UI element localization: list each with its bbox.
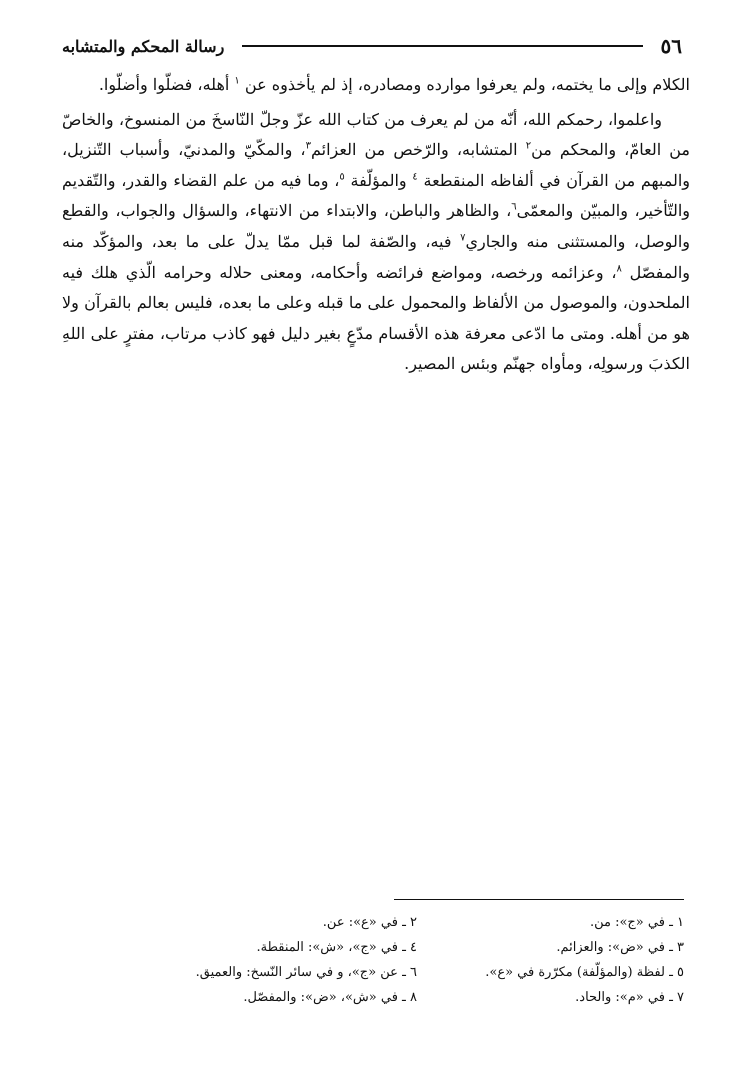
paragraph-2-segment: ، والمكّيّ والمدنيّ، وأسباب التّنزيل، والمبهم من القرآن في ألفاظه المنقطعة xyxy=(62,140,691,190)
footnote-item: ٢ ـ في «ع»: عن. xyxy=(322,915,417,930)
running-title: رسالة المحكم والمتشابه xyxy=(62,36,225,56)
footnote-item: ٨ ـ في «ش»، «ض»: والمفصّل. xyxy=(243,990,417,1005)
paragraph-2 xyxy=(62,105,690,380)
footnote-item: ٦ ـ عن «ج»، و في سائر النّسخ: والعميق. xyxy=(195,965,417,980)
footnote-item: ٣ ـ في «ض»: والعزائم. xyxy=(556,940,684,955)
footnote-marker: ١ xyxy=(234,75,240,87)
footnote-marker: ٢ xyxy=(525,140,532,152)
paragraph-2-segment: والمؤلّفة xyxy=(350,170,407,190)
paragraph-2-segment: ، والظاهر والباطن، والابتداء من الانتهاء، والسؤال والجواب، والقطع والوصل، والمستثنى منه والجاري xyxy=(62,201,690,251)
footnote-marker: ٥ xyxy=(339,171,345,183)
footnote-item: ٥ ـ لفظة (والمؤلّفة) مكرّرة في «ع». xyxy=(485,965,684,980)
paragraph-2-segment: ، وما فيه من علم القضاء والقدر، والتّقديم والتّأخير، والمبيّن والمعمّى xyxy=(62,170,690,221)
footnote-marker: ٦ xyxy=(511,202,517,214)
paragraph-2-segment: واعلموا، رحمكم الله، أنّه من لم يعرف من كتاب الله عزّ وجلّ النّاسخَ من المنسوخ، والخاصّ من العامّ، والمحكم من xyxy=(62,109,690,160)
running-header xyxy=(62,30,682,62)
header-rule xyxy=(242,45,642,47)
footnote-marker: ٤ xyxy=(412,171,418,183)
paragraph-2-segment: ، وعزائمه ورخصه، ومواضع فرائضه وأحكامه، ومعنى حلاله وحرامه الّذي هلك فيه الملحدون، والموصول من الألفاظ والمحمول على ما قبله وعلى ما بعده، فليس بعالم بالقرآن ولا هو من أهله. ومتى ما ادّعى معرفة هذه الأقسام مدّعٍ بغير دليل فهو كاذب مرتاب، مفترٍ على اللهِ الكذبَ ورسولِه، ومأواه جهنّم وبئس المصير. xyxy=(62,262,690,374)
footnote-marker: ٣ xyxy=(305,140,311,152)
footnote-marker: ٨ xyxy=(616,263,622,275)
footnote-item: ١ ـ في «ج»: من. xyxy=(589,915,684,930)
paragraph-2-segment: فيه، والصّفة لما قبل ممّا يدلّ على ما بعد، والمؤكّد منه والمفصّل xyxy=(62,231,690,282)
paragraph-1-text-a: الكلام وإلى ما يختمه، ولم يعرفوا موارده ومصادره، إذ لم يأخذوه عن xyxy=(244,75,690,94)
footnote-item: ٧ ـ في «م»: والحاد. xyxy=(575,990,684,1005)
footnotes xyxy=(170,912,684,1008)
footnote-marker: ٧ xyxy=(460,232,466,244)
paragraph-1 xyxy=(62,70,690,101)
footnote-item: ٤ ـ في «ج»، «ش»: المنقطة. xyxy=(256,940,417,955)
paragraph-2-segment: المتشابه، والرّخص من العزائم xyxy=(310,140,518,160)
main-text xyxy=(62,70,690,380)
paragraph-1-text-b: أهله، فضلّوا وأضلّوا. xyxy=(98,75,230,94)
footnote-separator xyxy=(394,899,684,900)
page-number: ٥٦ xyxy=(660,34,682,58)
